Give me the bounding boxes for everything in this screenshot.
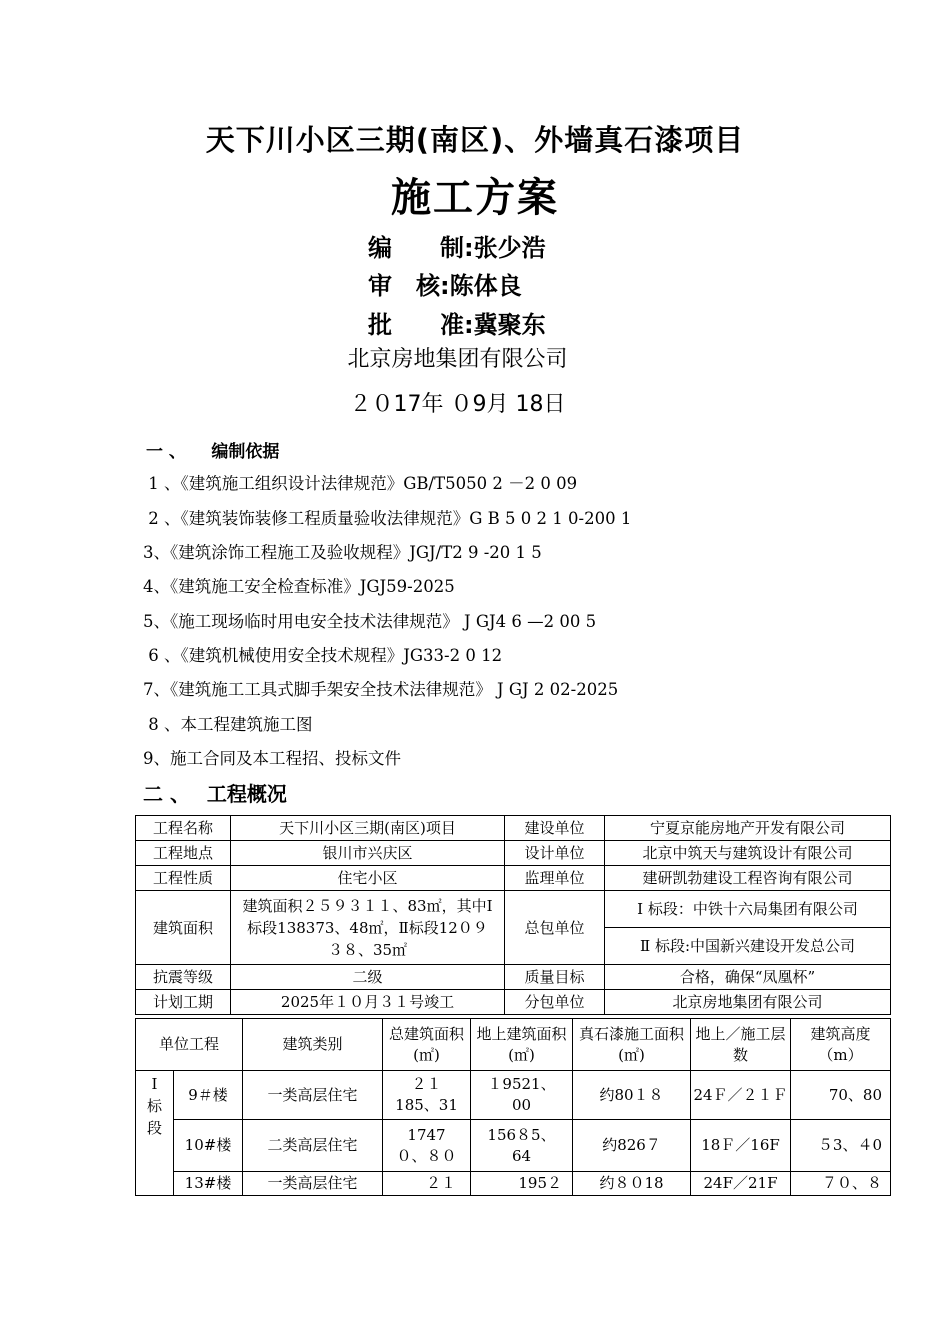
column-header: 总建筑面积(㎡) bbox=[383, 1019, 471, 1071]
basis-item: 2 、《建筑装饰装修工程质量验收法律规范》G B 5 0 2 1 0-200 1 bbox=[143, 509, 632, 528]
column-header: 地上／施工层数 bbox=[691, 1019, 791, 1071]
company-name: 北京房地集团有限公司 bbox=[347, 347, 568, 372]
basis-item: 3、《建筑涂饰工程施工及验收规程》JGJ/T2 9 -20 1 5 bbox=[143, 543, 542, 562]
unit-projects-table bbox=[135, 1018, 891, 1196]
building-height: ７０、８ bbox=[791, 1172, 891, 1196]
section-label: Ⅰ标段 bbox=[136, 1071, 174, 1196]
column-header: 真石漆施工面积(㎡) bbox=[573, 1019, 691, 1071]
table-row bbox=[136, 1172, 891, 1196]
unit-header-row bbox=[136, 1019, 891, 1071]
overview-row bbox=[136, 866, 891, 891]
floors: 18Ｆ／16F bbox=[691, 1120, 791, 1172]
paint-area: 约80１８ bbox=[573, 1071, 691, 1120]
overview-key: 建设单位 bbox=[505, 816, 605, 841]
overview-value: 宁夏京能房地产开发有限公司 bbox=[605, 816, 891, 841]
overview-value: 住宅小区 bbox=[231, 866, 505, 891]
overview-row bbox=[136, 816, 891, 841]
building-type: 一类高层住宅 bbox=[243, 1172, 383, 1196]
overview-value: 建筑面积２５９３１１、83㎡，其中Ⅰ标段138373、48㎡，Ⅱ标段12０９３８、35㎡ bbox=[231, 891, 505, 965]
basis-item: 1 、《建筑施工组织设计法律规范》GB/T5050 2 －2 0 09 bbox=[143, 474, 578, 493]
basis-item: 6 、《建筑机械使用安全技术规程》JG33-2 0 12 bbox=[143, 646, 503, 665]
overview-value: 北京房地集团有限公司 bbox=[605, 990, 891, 1015]
floors: 24F／21F bbox=[691, 1172, 791, 1196]
column-header: 地上建筑面积(㎡) bbox=[471, 1019, 573, 1071]
overview-row bbox=[136, 965, 891, 990]
table-row bbox=[136, 1071, 891, 1120]
overview-key: 监理单位 bbox=[505, 866, 605, 891]
column-header: 建筑类别 bbox=[243, 1019, 383, 1071]
overview-key: 抗震等级 bbox=[136, 965, 231, 990]
paint-area: 约８０18 bbox=[573, 1172, 691, 1196]
basis-item: 7、《建筑施工工具式脚手架安全技术法律规范》 J GJ 2 02-2025 bbox=[143, 680, 619, 699]
overview-key: 计划工期 bbox=[136, 990, 231, 1015]
overview-key: 工程名称 bbox=[136, 816, 231, 841]
reviewed-by: 审 核:陈体良 bbox=[368, 272, 522, 300]
total-area: ２１185、31 bbox=[383, 1071, 471, 1120]
compiled-by: 编 制:张少浩 bbox=[368, 234, 546, 262]
basis-item: 5、《施工现场临时用电安全技术法律规范》 J GJ4 6 —2 00 5 bbox=[143, 612, 597, 631]
building-height: 70、80 bbox=[791, 1071, 891, 1120]
overview-key: 分包单位 bbox=[505, 990, 605, 1015]
above-ground-area: 195２ bbox=[471, 1172, 573, 1196]
building-name: 10#楼 bbox=[174, 1120, 243, 1172]
overview-key: 建筑面积 bbox=[136, 891, 231, 965]
overview-key: 质量目标 bbox=[505, 965, 605, 990]
table-row bbox=[136, 1120, 891, 1172]
overview-key: 总包单位 bbox=[505, 891, 605, 965]
building-height: ５3、４0 bbox=[791, 1120, 891, 1172]
building-name: 9＃楼 bbox=[174, 1071, 243, 1120]
overview-value: 建研凯勃建设工程咨询有限公司 bbox=[605, 866, 891, 891]
approved-by: 批 准:冀聚东 bbox=[368, 311, 546, 339]
overview-value: Ⅱ 标段:中国新兴建设开发总公司 bbox=[605, 928, 891, 965]
overview-key: 工程性质 bbox=[136, 866, 231, 891]
overview-value: 二级 bbox=[231, 965, 505, 990]
section-1-heading: 一 、 编制依据 bbox=[146, 442, 280, 462]
basis-item: 8 、本工程建筑施工图 bbox=[143, 715, 313, 734]
floors: 24Ｆ／２１Ｆ bbox=[691, 1071, 791, 1120]
column-header: 单位工程 bbox=[136, 1019, 243, 1071]
paint-area: 约826７ bbox=[573, 1120, 691, 1172]
overview-value: Ⅰ 标段：中铁十六局集团有限公司 bbox=[605, 891, 891, 928]
column-header: 建筑高度（m） bbox=[791, 1019, 891, 1071]
building-type: 二类高层住宅 bbox=[243, 1120, 383, 1172]
overview-value: 合格，确保“凤凰杯” bbox=[605, 965, 891, 990]
overview-row bbox=[136, 891, 891, 928]
overview-value: 天下川小区三期(南区)项目 bbox=[231, 816, 505, 841]
overview-key: 设计单位 bbox=[505, 841, 605, 866]
section-2-heading: 二 、 工程概况 bbox=[143, 782, 287, 806]
document-subtitle: 施工方案 bbox=[391, 175, 559, 221]
overview-value: 2025年１０月３１号竣工 bbox=[231, 990, 505, 1015]
overview-key: 工程地点 bbox=[136, 841, 231, 866]
overview-value: 银川市兴庆区 bbox=[231, 841, 505, 866]
total-area: 1747０、８０ bbox=[383, 1120, 471, 1172]
overview-value: 北京中筑天与建筑设计有限公司 bbox=[605, 841, 891, 866]
overview-row bbox=[136, 990, 891, 1015]
overview-row bbox=[136, 841, 891, 866]
above-ground-area: １9521、00 bbox=[471, 1071, 573, 1120]
building-name: 13#楼 bbox=[174, 1172, 243, 1196]
total-area: ２１ bbox=[383, 1172, 471, 1196]
document-title: 天下川小区三期(南区)、外墙真石漆项目 bbox=[205, 123, 745, 157]
document-date: ２０17年 ０9月 18日 bbox=[349, 392, 566, 417]
above-ground-area: 156８5、64 bbox=[471, 1120, 573, 1172]
project-overview-table bbox=[135, 815, 891, 1015]
basis-item: 9、施工合同及本工程招、投标文件 bbox=[143, 749, 401, 768]
basis-item: 4、《建筑施工安全检查标准》JGJ59-2025 bbox=[143, 577, 455, 596]
building-type: 一类高层住宅 bbox=[243, 1071, 383, 1120]
